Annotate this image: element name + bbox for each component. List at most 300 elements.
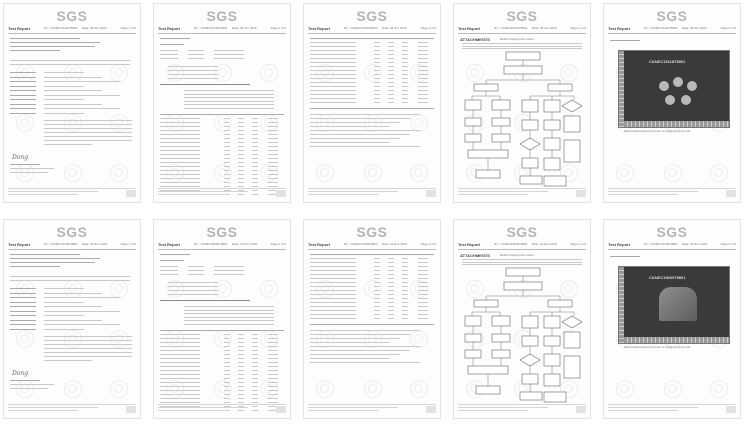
text-line: [310, 146, 420, 147]
report-page: [603, 3, 741, 203]
footer-line: [458, 410, 528, 411]
text-line: [10, 262, 95, 263]
footer-line: [308, 191, 398, 192]
text-line: [224, 146, 230, 147]
sgs-logo: SGS: [506, 224, 538, 240]
text-line: [268, 350, 278, 351]
report-label: Test Report: [458, 26, 480, 31]
text-line: [310, 362, 420, 363]
text-line: [388, 78, 394, 79]
flow-box: [544, 392, 566, 402]
text-line: [238, 118, 244, 119]
text-line: [238, 342, 244, 343]
text-line: [374, 266, 380, 267]
text-line: [374, 274, 380, 275]
text-line: [252, 386, 258, 387]
text-line: [160, 166, 200, 167]
text-line: [374, 318, 380, 319]
text-line: [160, 154, 200, 155]
text-line: [252, 366, 258, 367]
text-line: [402, 78, 408, 79]
text-line: [238, 166, 244, 167]
text-line: [418, 314, 428, 315]
text-line: [44, 120, 132, 121]
text-line: [268, 354, 278, 355]
text-line: [252, 154, 258, 155]
text-line: [160, 150, 200, 151]
text-line: [402, 302, 408, 303]
text-line: [238, 122, 244, 123]
text-line: [224, 138, 230, 139]
text-line: [160, 382, 200, 383]
text-line: [374, 70, 380, 71]
footer-line: [308, 407, 398, 408]
report-label: Test Report: [608, 242, 630, 247]
flow-box: [522, 316, 538, 328]
text-line: [10, 329, 36, 330]
text-line: [418, 94, 428, 95]
watermark-seal: [16, 330, 34, 348]
text-line: [160, 300, 250, 301]
text-line: [168, 286, 218, 287]
text-line: [160, 374, 200, 375]
text-line: [252, 370, 258, 371]
text-line: [374, 290, 380, 291]
text-line: [184, 306, 274, 307]
flow-box: [492, 100, 510, 110]
flow-box: [520, 176, 542, 184]
report-page: [453, 219, 591, 419]
text-line: [224, 174, 230, 175]
text-line: [388, 42, 394, 43]
flow-box: [465, 118, 481, 126]
text-line: [10, 306, 36, 307]
text-line: [418, 98, 428, 99]
text-line: [374, 98, 380, 99]
sgs-logo: SGS: [506, 8, 538, 24]
text-line: [418, 306, 428, 307]
text-line: [184, 104, 274, 105]
text-line: [310, 302, 356, 303]
text-line: [388, 274, 394, 275]
flow-box: [522, 374, 538, 384]
text-line: [374, 74, 380, 75]
text-line: [214, 266, 244, 267]
page-number: Page 4 of 5: [570, 26, 586, 30]
text-line: [310, 102, 356, 103]
flow-box: [492, 334, 510, 342]
text-line: [224, 126, 230, 127]
text-line: [44, 81, 120, 82]
watermark-seal: [16, 114, 34, 132]
page-header: [458, 242, 586, 248]
text-line: [374, 58, 380, 59]
text-line: [224, 374, 230, 375]
text-line: [310, 58, 356, 59]
text-line: [10, 315, 36, 316]
report-number: No.: CANEC1500979801: [44, 242, 78, 246]
text-line: [374, 46, 380, 47]
text-line: [10, 95, 36, 96]
text-line: [224, 378, 230, 379]
footer-line: [8, 410, 78, 411]
text-line: [160, 370, 200, 371]
watermark-seal: [64, 114, 82, 132]
footer-mark: [276, 190, 286, 197]
text-line: [268, 162, 278, 163]
text-line: [160, 366, 200, 367]
text-line: [10, 388, 48, 389]
text-line: [214, 274, 244, 275]
text-line: [268, 174, 278, 175]
text-line: [238, 378, 244, 379]
text-line: [238, 386, 244, 387]
text-line: [418, 78, 428, 79]
text-line: [374, 302, 380, 303]
text-line: [388, 70, 394, 71]
text-line: [10, 380, 40, 381]
page-footer: [8, 188, 136, 199]
text-line: [44, 99, 84, 100]
text-line: [418, 86, 428, 87]
text-line: [388, 82, 394, 83]
text-line: [310, 346, 420, 347]
flow-box: [522, 100, 538, 112]
text-line: [268, 358, 278, 359]
report-label: Test Report: [158, 26, 180, 31]
watermark-seal: [664, 380, 682, 398]
text-line: [238, 390, 244, 391]
flowchart-diagram: [464, 50, 582, 198]
text-line: [160, 50, 178, 51]
sgs-logo: SGS: [356, 224, 388, 240]
text-line: [224, 402, 230, 403]
text-line: [224, 162, 230, 163]
text-line: [374, 282, 380, 283]
text-line: [238, 134, 244, 135]
flow-box: [465, 316, 481, 326]
photo-caption: SGS authenticate the photo on original report only: [624, 129, 691, 133]
text-line: [268, 150, 278, 151]
text-line: [418, 302, 428, 303]
flow-decision: [562, 316, 582, 328]
flow-box: [465, 134, 481, 142]
watermark-seal: [664, 164, 682, 182]
flowchart: [464, 50, 582, 198]
text-line: [310, 350, 410, 351]
header-rule: [308, 249, 436, 250]
text-line: [268, 334, 278, 335]
text-line: [10, 104, 36, 105]
text-line: [310, 126, 390, 127]
page-footer: [308, 188, 436, 199]
flow-box: [522, 158, 538, 168]
header-rule: [308, 33, 436, 34]
text-line: [268, 118, 278, 119]
text-line: [168, 78, 218, 79]
sample-disc: [673, 77, 683, 87]
text-line: [418, 70, 428, 71]
text-line: [402, 282, 408, 283]
flow-box: [544, 316, 560, 328]
text-line: [184, 324, 274, 325]
text-line: [388, 318, 394, 319]
report-page: [303, 3, 441, 203]
text-line: [160, 186, 200, 187]
watermark-seal: [616, 380, 634, 398]
footer-line: [608, 191, 698, 192]
text-line: [374, 258, 380, 259]
text-line: [268, 366, 278, 367]
text-line: [402, 58, 408, 59]
text-line: [10, 297, 36, 298]
text-line: [160, 266, 178, 267]
report-label: Test Report: [458, 242, 480, 247]
footer-line: [158, 410, 228, 411]
text-line: [388, 262, 394, 263]
page-footer: [308, 404, 436, 415]
photo-label: CANEC1500979801: [649, 275, 686, 280]
flow-box-sample: [506, 268, 540, 276]
text-line: [252, 162, 258, 163]
watermark-seal: [110, 114, 128, 132]
text-line: [402, 86, 408, 87]
text-line: [238, 126, 244, 127]
text-line: [214, 270, 244, 271]
flow-box-separation: [504, 66, 542, 74]
page-footer: [608, 188, 736, 199]
text-line: [252, 182, 258, 183]
text-line: [168, 70, 218, 71]
text-line: [160, 182, 200, 183]
report-number: No.: CANEC1500979801: [344, 242, 378, 246]
text-line: [418, 274, 428, 275]
page-number: Page 2 of 5: [270, 242, 286, 246]
text-line: [224, 170, 230, 171]
text-line: [418, 262, 428, 263]
flow-box: [522, 120, 538, 130]
sgs-logo: SGS: [656, 8, 688, 24]
text-line: [238, 182, 244, 183]
flowchart-diagram: [464, 266, 582, 414]
flow-box: [564, 116, 580, 132]
watermark-seal: [64, 164, 82, 182]
text-line: [310, 324, 434, 325]
text-line: [310, 286, 356, 287]
text-line: [418, 74, 428, 75]
text-line: [462, 46, 582, 47]
text-line: [374, 314, 380, 315]
text-line: [610, 256, 640, 257]
text-line: [238, 146, 244, 147]
text-line: [238, 150, 244, 151]
signature: Dong: [12, 370, 29, 377]
watermark-seal: [710, 164, 728, 182]
text-line: [402, 102, 408, 103]
report-page: [153, 219, 291, 419]
watermark-seal: [64, 380, 82, 398]
page-number: Page 1 of 5: [120, 26, 136, 30]
footer-mark: [726, 190, 736, 197]
text-line: [160, 84, 250, 85]
sample-disc: [687, 81, 697, 91]
text-line: [10, 324, 36, 325]
text-line: [184, 90, 274, 91]
report-label: Test Report: [158, 242, 180, 247]
text-line: [160, 378, 200, 379]
text-line: [252, 170, 258, 171]
text-line: [224, 354, 230, 355]
text-line: [402, 262, 408, 263]
report-page: [3, 3, 141, 203]
flow-decision: [520, 138, 540, 150]
text-line: [310, 342, 390, 343]
text-line: [160, 342, 200, 343]
text-line: [160, 174, 200, 175]
text-line: [374, 82, 380, 83]
text-line: [402, 94, 408, 95]
text-line: [252, 390, 258, 391]
text-line: [160, 398, 200, 399]
text-line: [374, 50, 380, 51]
text-line: [402, 70, 408, 71]
photo-ruler: [619, 267, 624, 343]
text-line: [402, 298, 408, 299]
text-line: [418, 310, 428, 311]
text-line: [44, 136, 132, 137]
text-line: [310, 334, 410, 335]
text-line: [310, 74, 356, 75]
text-line: [268, 126, 278, 127]
text-line: [268, 134, 278, 135]
text-line: [418, 266, 428, 267]
text-line: [418, 298, 428, 299]
flow-box: [492, 134, 510, 142]
text-line: [224, 142, 230, 143]
text-line: [10, 384, 54, 385]
footer-mark: [276, 406, 286, 413]
text-line: [160, 142, 200, 143]
text-line: [10, 288, 36, 289]
text-line: [224, 370, 230, 371]
text-line: [402, 66, 408, 67]
text-line: [10, 302, 36, 303]
footer-line: [608, 410, 678, 411]
header-rule: [8, 33, 136, 34]
page-number: Page 1 of 5: [120, 242, 136, 246]
text-line: [10, 72, 36, 73]
report-date: Date: 23 Nov 2015: [82, 242, 108, 246]
report-date: Date: 23 Nov 2015: [532, 242, 558, 246]
flowchart-title: RoHS Testing Flow Chart: [500, 253, 534, 257]
text-line: [10, 90, 36, 91]
text-line: [168, 74, 218, 75]
report-label: Test Report: [8, 26, 30, 31]
text-line: [224, 350, 230, 351]
text-line: [310, 38, 434, 39]
text-line: [388, 50, 394, 51]
text-line: [238, 138, 244, 139]
text-line: [160, 122, 200, 123]
text-line: [224, 150, 230, 151]
report-label: Test Report: [608, 26, 630, 31]
text-line: [160, 158, 200, 159]
text-line: [268, 178, 278, 179]
photo-ruler: [619, 337, 729, 343]
flow-decision: [562, 100, 582, 112]
sample-photo: [618, 266, 730, 344]
sgs-logo: SGS: [56, 224, 88, 240]
text-line: [160, 138, 200, 139]
text-line: [252, 334, 258, 335]
text-line: [374, 62, 380, 63]
header-rule: [158, 249, 286, 250]
text-line: [402, 310, 408, 311]
footer-mark: [126, 190, 136, 197]
text-line: [310, 258, 356, 259]
text-line: [252, 382, 258, 383]
text-line: [10, 99, 36, 100]
text-line: [252, 350, 258, 351]
text-line: [268, 346, 278, 347]
text-line: [388, 314, 394, 315]
header-rule: [458, 33, 586, 34]
flow-box: [520, 392, 542, 400]
text-line: [310, 278, 356, 279]
text-line: [214, 58, 244, 59]
text-line: [160, 346, 200, 347]
sgs-logo: SGS: [656, 224, 688, 240]
watermark-seal: [260, 280, 278, 298]
text-line: [160, 394, 200, 395]
text-line: [310, 318, 356, 319]
text-line: [252, 158, 258, 159]
text-line: [388, 54, 394, 55]
sgs-logo: SGS: [356, 8, 388, 24]
text-line: [252, 122, 258, 123]
text-line: [168, 294, 218, 295]
text-line: [310, 142, 390, 143]
text-line: [388, 294, 394, 295]
text-line: [462, 259, 582, 260]
text-line: [252, 126, 258, 127]
text-line: [44, 72, 84, 73]
text-line: [44, 297, 120, 298]
text-line: [310, 294, 356, 295]
text-line: [252, 178, 258, 179]
text-line: [44, 144, 92, 145]
footer-line: [458, 194, 528, 195]
text-line: [388, 270, 394, 271]
page-footer: [158, 188, 286, 199]
text-line: [268, 398, 278, 399]
page-header: [608, 26, 736, 32]
flow-box: [544, 100, 560, 112]
text-line: [224, 134, 230, 135]
sgs-logo: SGS: [56, 8, 88, 24]
text-line: [44, 104, 102, 105]
report-number: No.: CANEC1500979801: [644, 242, 678, 246]
flow-box-sample: [506, 52, 540, 60]
text-line: [388, 286, 394, 287]
watermark-seal: [410, 164, 428, 182]
text-line: [268, 166, 278, 167]
flow-box-left-branch: [474, 300, 498, 307]
footer-mark: [726, 406, 736, 413]
text-line: [44, 306, 102, 307]
sample-photo: [618, 50, 730, 128]
text-line: [44, 348, 132, 349]
